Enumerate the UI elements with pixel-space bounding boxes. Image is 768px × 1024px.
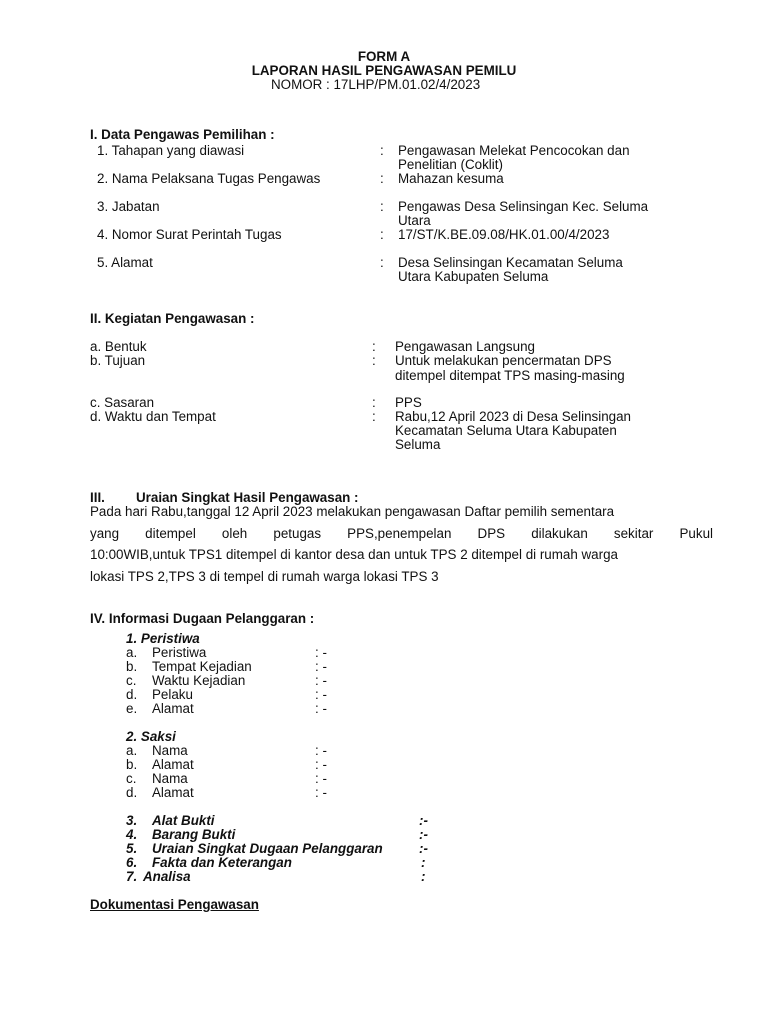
documentation-heading: Dokumentasi Pengawasan xyxy=(90,897,259,912)
item-label: Alat Bukti xyxy=(152,813,215,828)
saksi-value: : - xyxy=(315,743,327,758)
section-2-heading: II. Kegiatan Pengawasan : xyxy=(90,311,255,326)
document-title: LAPORAN HASIL PENGAWASAN PEMILU xyxy=(251,63,517,78)
peristiwa-letter: e. xyxy=(126,701,138,716)
section-1-value: Mahazan kesuma xyxy=(398,171,504,186)
saksi-label: Nama xyxy=(152,743,188,758)
document-number: NOMOR : 17LHP/PM.01.02/4/2023 xyxy=(271,77,481,92)
item-number: 5. xyxy=(126,841,138,856)
item-label: Analisa xyxy=(143,869,191,884)
peristiwa-value: : - xyxy=(315,701,327,716)
section-1-colon: : xyxy=(380,143,384,158)
saksi-value: : - xyxy=(315,757,327,772)
peristiwa-letter: a. xyxy=(126,645,138,660)
section-1-label: 5. Alamat xyxy=(97,255,153,270)
item-number: 6. xyxy=(126,855,138,870)
section-1-value: Penelitian (Coklit) xyxy=(398,157,503,172)
saksi-letter: b. xyxy=(126,757,138,772)
section-2-label: a. Bentuk xyxy=(90,339,147,354)
section-2-label: c. Sasaran xyxy=(90,395,155,410)
item-value: :- xyxy=(419,841,428,856)
peristiwa-letter: b. xyxy=(126,659,138,674)
peristiwa-value: : - xyxy=(315,659,327,674)
section-2-label: b. Tujuan xyxy=(90,353,146,368)
section-3-paragraph-line: lokasi TPS 2,TPS 3 di tempel di rumah warga lokasi TPS 3 xyxy=(90,569,439,584)
item-number: 4. xyxy=(126,827,138,842)
item-value: : xyxy=(421,869,426,884)
section-1-heading: I. Data Pengawas Pemilihan : xyxy=(90,127,275,142)
section-2-value: ditempel ditempat TPS masing-masing xyxy=(395,368,625,383)
item-label: Uraian Singkat Dugaan Pelanggaran xyxy=(152,841,383,856)
section-3-paragraph-line: yang ditempel oleh petugas PPS,penempelan DPS dilakukan sekitar Pukul xyxy=(90,526,713,541)
section-2-label: d. Waktu dan Tempat xyxy=(90,409,216,424)
section-4-heading: IV. Informasi Dugaan Pelanggaran : xyxy=(90,611,315,626)
section-2-value: Rabu,12 April 2023 di Desa Selinsingan xyxy=(395,409,631,424)
peristiwa-label: Waktu Kejadian xyxy=(152,673,246,688)
peristiwa-label: Tempat Kejadian xyxy=(152,659,252,674)
section-3-heading: Uraian Singkat Hasil Pengawasan : xyxy=(136,490,359,505)
section-3-paragraph-line: Pada hari Rabu,tanggal 12 April 2023 melakukan pengawasan Daftar pemilih sementara xyxy=(90,504,615,519)
peristiwa-letter: c. xyxy=(126,673,137,688)
section-1-value: 17/ST/K.BE.09.08/HK.01.00/4/2023 xyxy=(398,227,610,242)
item-number: 7. xyxy=(126,869,138,884)
section-2-value: Kecamatan Seluma Utara Kabupaten xyxy=(395,423,617,438)
section-1-label: 1. Tahapan yang diawasi xyxy=(97,143,245,158)
peristiwa-letter: d. xyxy=(126,687,138,702)
saksi-letter: a. xyxy=(126,743,138,758)
section-1-value: Pengawas Desa Selinsingan Kec. Seluma xyxy=(398,199,649,214)
peristiwa-title: 1. Peristiwa xyxy=(126,631,200,646)
item-label: Fakta dan Keterangan xyxy=(152,855,292,870)
section-1-label: 3. Jabatan xyxy=(97,199,160,214)
section-1-colon: : xyxy=(380,199,384,214)
peristiwa-value: : - xyxy=(315,645,327,660)
saksi-value: : - xyxy=(315,771,327,786)
item-value: :- xyxy=(419,813,428,828)
section-1-colon: : xyxy=(380,171,384,186)
saksi-title: 2. Saksi xyxy=(126,729,176,744)
peristiwa-value: : - xyxy=(315,687,327,702)
item-value: : xyxy=(421,855,426,870)
peristiwa-label: Peristiwa xyxy=(152,645,207,660)
section-2-value: PPS xyxy=(395,395,422,410)
saksi-label: Alamat xyxy=(152,785,194,800)
saksi-value: : - xyxy=(315,785,327,800)
section-2-value: Pengawasan Langsung xyxy=(395,339,535,354)
item-label: Barang Bukti xyxy=(152,827,236,842)
section-2-colon: : xyxy=(372,353,376,368)
section-2-colon: : xyxy=(372,395,376,410)
section-2-value: Untuk melakukan pencermatan DPS xyxy=(395,353,612,368)
section-1-value: Utara xyxy=(398,213,431,228)
saksi-letter: c. xyxy=(126,771,137,786)
saksi-letter: d. xyxy=(126,785,138,800)
peristiwa-label: Pelaku xyxy=(152,687,193,702)
section-3-paragraph-line: 10:00WIB,untuk TPS1 ditempel di kantor desa dan untuk TPS 2 ditempel di rumah warga xyxy=(90,547,618,562)
section-1-value: Pengawasan Melekat Pencocokan dan xyxy=(398,143,630,158)
section-1-value: Desa Selinsingan Kecamatan Seluma xyxy=(398,255,623,270)
section-3-number: III. xyxy=(90,490,105,505)
section-2-colon: : xyxy=(372,339,376,354)
form-label: FORM A xyxy=(357,49,411,64)
section-1-label: 2. Nama Pelaksana Tugas Pengawas xyxy=(97,171,321,186)
peristiwa-value: : - xyxy=(315,673,327,688)
section-2-value: Seluma xyxy=(395,437,441,452)
item-value: :- xyxy=(419,827,428,842)
section-2-colon: : xyxy=(372,409,376,424)
section-1-value: Utara Kabupaten Seluma xyxy=(398,269,549,284)
peristiwa-label: Alamat xyxy=(152,701,194,716)
saksi-label: Nama xyxy=(152,771,188,786)
section-1-label: 4. Nomor Surat Perintah Tugas xyxy=(97,227,282,242)
saksi-label: Alamat xyxy=(152,757,194,772)
item-number: 3. xyxy=(126,813,138,828)
section-1-colon: : xyxy=(380,227,384,242)
section-1-colon: : xyxy=(380,255,384,270)
